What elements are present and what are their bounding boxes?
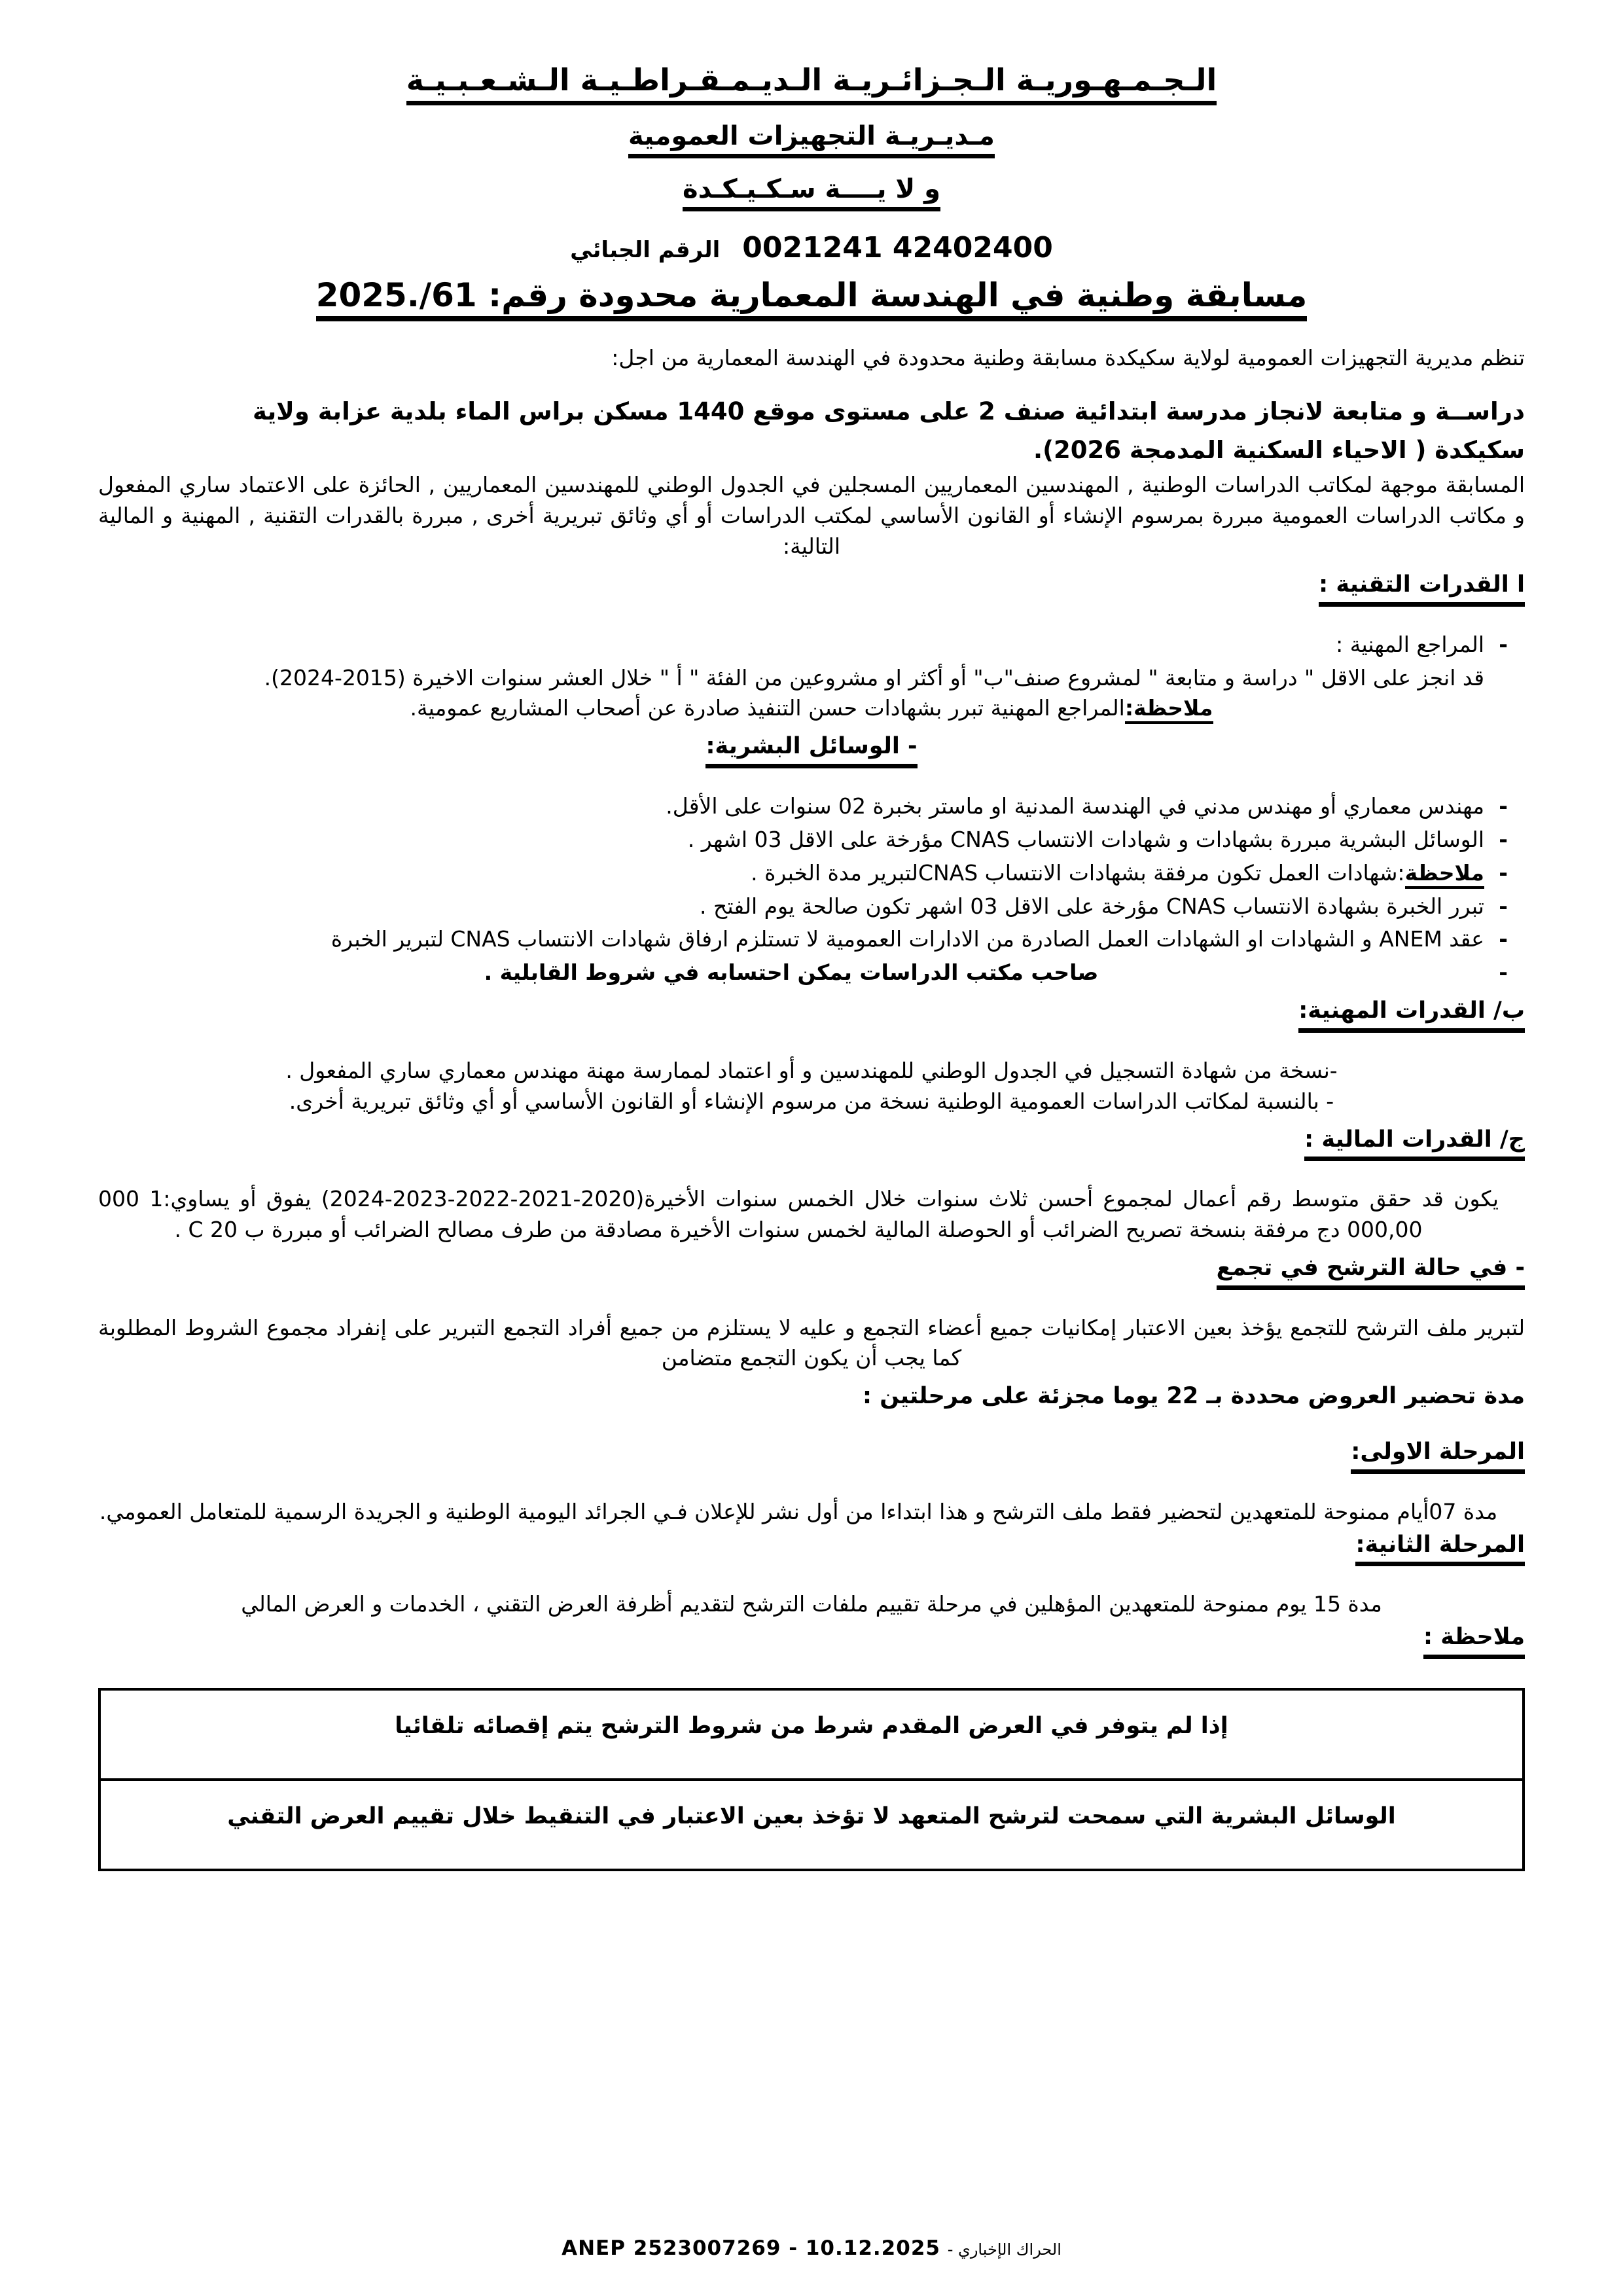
footer <box>0 2236 1623 2260</box>
phase1-title-text: المرحلة الاولى: <box>1351 1436 1525 1474</box>
section-grouping-title-text: - في حالة الترشح في تجمع <box>1217 1252 1525 1290</box>
object-line-1: دراســة و متابعة لانجاز مدرسة ابتدائية صنف 2 على مستوى موقع 1440 مسكن براس الماء بلدية عزابة ولاية <box>252 397 1525 426</box>
professional-item-2: - بالنسبة لمكاتب الدراسات العمومية الوطنية نسخة من مرسوم الإنشاء أو القانون الأساسي أو أي وثائق تبريرية أخرى. <box>289 1088 1334 1114</box>
technical-ref-label-item <box>98 630 1525 660</box>
phase2-title <box>98 1529 1525 1567</box>
professional-item-1: -نسخة من شهادة التسجيل في الجدول الوطني للمهندسين و أو اعتماد لممارسة مهنة مهندس معماري ساري المفعول . <box>285 1057 1338 1083</box>
phase1-text: مدة 07أيام ممنوحة للمتعهدين لتحضير فقط ملف الترشح و هذا ابتداءا من أول نشر للإعلان فـي الجرائد اليومية الوطنية و الجريدة الرسمية للمتعامل العمومي. <box>99 1498 1498 1524</box>
header-wilaya <box>98 173 1525 211</box>
table-row <box>99 1689 1524 1780</box>
table-cell-condition-1: إذا لم يتوفر في العرض المقدم شرط من شروط الترشح يتم إقصائه تلقائيا <box>99 1689 1524 1780</box>
hr-item-text: الوسائل البشرية مبررة بشهادات و شهادات الانتساب CNAS مؤرخة على الاقل 03 اشهر . <box>687 826 1484 852</box>
footer-anep: ANEP 2523007269 - 10.12.2025 <box>562 2236 940 2260</box>
phase2-text: مدة 15 يوم ممنوحة للمتعهدين المؤهلين في مرحلة تقييم ملفات الترشح لتقديم أظرفة العرض التقني ، الخدمات و العرض المالي <box>241 1591 1382 1617</box>
hr-item-text: عقد ANEM و الشهادات او الشهادات العمل الصادرة من الادارات العمومية لا تستلزم ارفاق شهادات الانتساب CNAS لتبرير الخبرة <box>330 926 1484 952</box>
section-technical-title <box>98 569 1525 607</box>
eligibility-paragraph: المسابقة موجهة لمكاتب الدراسات الوطنية , المهندسين المعماريين المسجلين في الجدول الوطني للمهندسين المعماريين , الحائزة على الاعتماد ساري المفعول و مكاتب الدراسات العمومية مبررة بمرسوم الإنشاء أو القانون الأساسي لمكتب الدراسات أو أي وثائق تبريرية أخرى , مبررة بالقدرات التقنية , المهنية و المالية التالية: <box>98 472 1525 560</box>
hr-note-item <box>98 858 1525 889</box>
technical-ref-text-item <box>98 663 1525 694</box>
hr-item-text: مهندس معماري أو مهندس مدني في الهندسة المدنية او ماستر بخبرة 02 سنوات على الأقل. <box>666 793 1484 819</box>
section-professional-title-text: ب/ القدرات المهنية: <box>1298 995 1525 1033</box>
conditions-table <box>98 1688 1525 1871</box>
hr-list-item <box>98 891 1525 922</box>
grouping-text: لتبرير ملف الترشح للتجمع يؤخذ بعين الاعتبار إمكانيات جميع أعضاء التجمع و عليه لا يستلزم من جميع أفراد التجمع التبرير على إنفراد مجموع الشروط المطلوبة كما يجب أن يكون التجمع متضامن <box>98 1314 1525 1371</box>
table-row <box>99 1780 1524 1870</box>
header-wilaya-text: و لا يــــة سـكـيـكـدة <box>683 173 940 211</box>
phase1-title <box>98 1436 1525 1474</box>
fiscal-number-row <box>98 231 1525 264</box>
document-body <box>98 343 1525 1659</box>
hr-note-label: ملاحظة <box>1405 860 1484 889</box>
header-republic <box>98 62 1525 105</box>
section-technical-title-text: ا القدرات التقنية : <box>1319 569 1525 607</box>
table-cell-condition-2: الوسائل البشرية التي سمحت لترشح المتعهد لا تؤخذ بعين الاعتبار في التنقيط خلال تقييم العرض التقني <box>99 1780 1524 1870</box>
section-hr-title <box>98 730 1525 768</box>
hr-note-text: :شهادات العمل تكون مرفقة بشهادات الانتساب CNASلتبرير مدة الخبرة . <box>751 859 1405 886</box>
phase2-title-text: المرحلة الثانية: <box>1355 1529 1525 1567</box>
header-directorate-text: مـديـريـة التجهيزات العمومية <box>628 120 995 158</box>
hr-list <box>98 791 1525 988</box>
technical-ref-label: المراجع المهنية : <box>1336 631 1484 657</box>
section-financial-title-text: ج/ القدرات المالية : <box>1304 1124 1525 1162</box>
hr-list-item <box>98 791 1525 822</box>
fiscal-number-value: 42402400 0021241 <box>742 230 1053 264</box>
hr-item-text: تبرر الخبرة بشهادة الانتساب CNAS مؤرخة على الاقل 03 اشهر تكون صالحة يوم الفتح . <box>700 893 1484 919</box>
page-title <box>98 276 1525 321</box>
technical-list <box>98 630 1525 694</box>
hr-list-item <box>98 825 1525 855</box>
hr-bold-item-text: صاحب مكتب الدراسات يمكن احتسابه في شروط القابلية . <box>484 960 1099 986</box>
technical-note <box>98 693 1525 724</box>
section-hr-title-text: - الوسائل البشرية: <box>705 730 917 768</box>
object-line-2: سكيكدة ( الاحياء السكنية المدمجة 2026). <box>1033 435 1525 464</box>
page-title-text: مسابقة وطنية في الهندسة المعمارية محدودة رقم: 61/.2025 <box>316 276 1308 321</box>
final-note-title-text: ملاحظة : <box>1423 1621 1525 1659</box>
header-directorate <box>98 120 1525 158</box>
intro-paragraph: تنظم مديرية التجهيزات العمومية لولاية سكيكدة مسابقة وطنية محدودة في الهندسة المعمارية من اجل: <box>611 344 1525 370</box>
duration-title: مدة تحضير العروض محددة بـ 22 يوما مجزئة على مرحلتين : <box>863 1383 1525 1410</box>
financial-text: يكون قد حقق متوسط رقم أعمال لمجموع أحسن ثلاث سنوات خلال الخمس سنوات الأخيرة(2020-2021-2022-2023-2024) يفوق أو يساوي:1 000 000,00 دج مرفقة بنسخة تصريح الضرائب أو الحوصلة المالية لخمس سنوات الأخيرة مصادقة من طرف مصالح الضرائب أو مبررة ب 20 C . <box>98 1186 1499 1243</box>
section-financial-title <box>98 1124 1525 1162</box>
technical-note-text: المراجع المهنية تبرر بشهادات حسن التنفيذ صادرة عن أصحاب المشاريع عمومية. <box>410 695 1125 721</box>
technical-ref-text: قد انجز على الاقل " دراسة و متابعة " لمشروع صنف"ب" أو أكثر او مشروعين من الفئة " أ " خلال العشر سنوات الاخيرة (2015-2024). <box>264 664 1484 691</box>
section-professional-title <box>98 995 1525 1033</box>
fiscal-number-label: الرقم الجبائي <box>570 236 721 263</box>
final-note-title <box>98 1621 1525 1659</box>
hr-bold-item <box>98 958 1525 988</box>
section-grouping-title <box>98 1252 1525 1290</box>
footer-source: الحراك الإخباري - <box>947 2240 1061 2259</box>
technical-note-label: ملاحظة: <box>1125 695 1213 724</box>
hr-list-item <box>98 924 1525 955</box>
header-republic-text: الـجـمـهـوريـة الـجـزائـريـة الـديـمـقـراطـيـة الـشـعـبـيـة <box>406 62 1217 105</box>
